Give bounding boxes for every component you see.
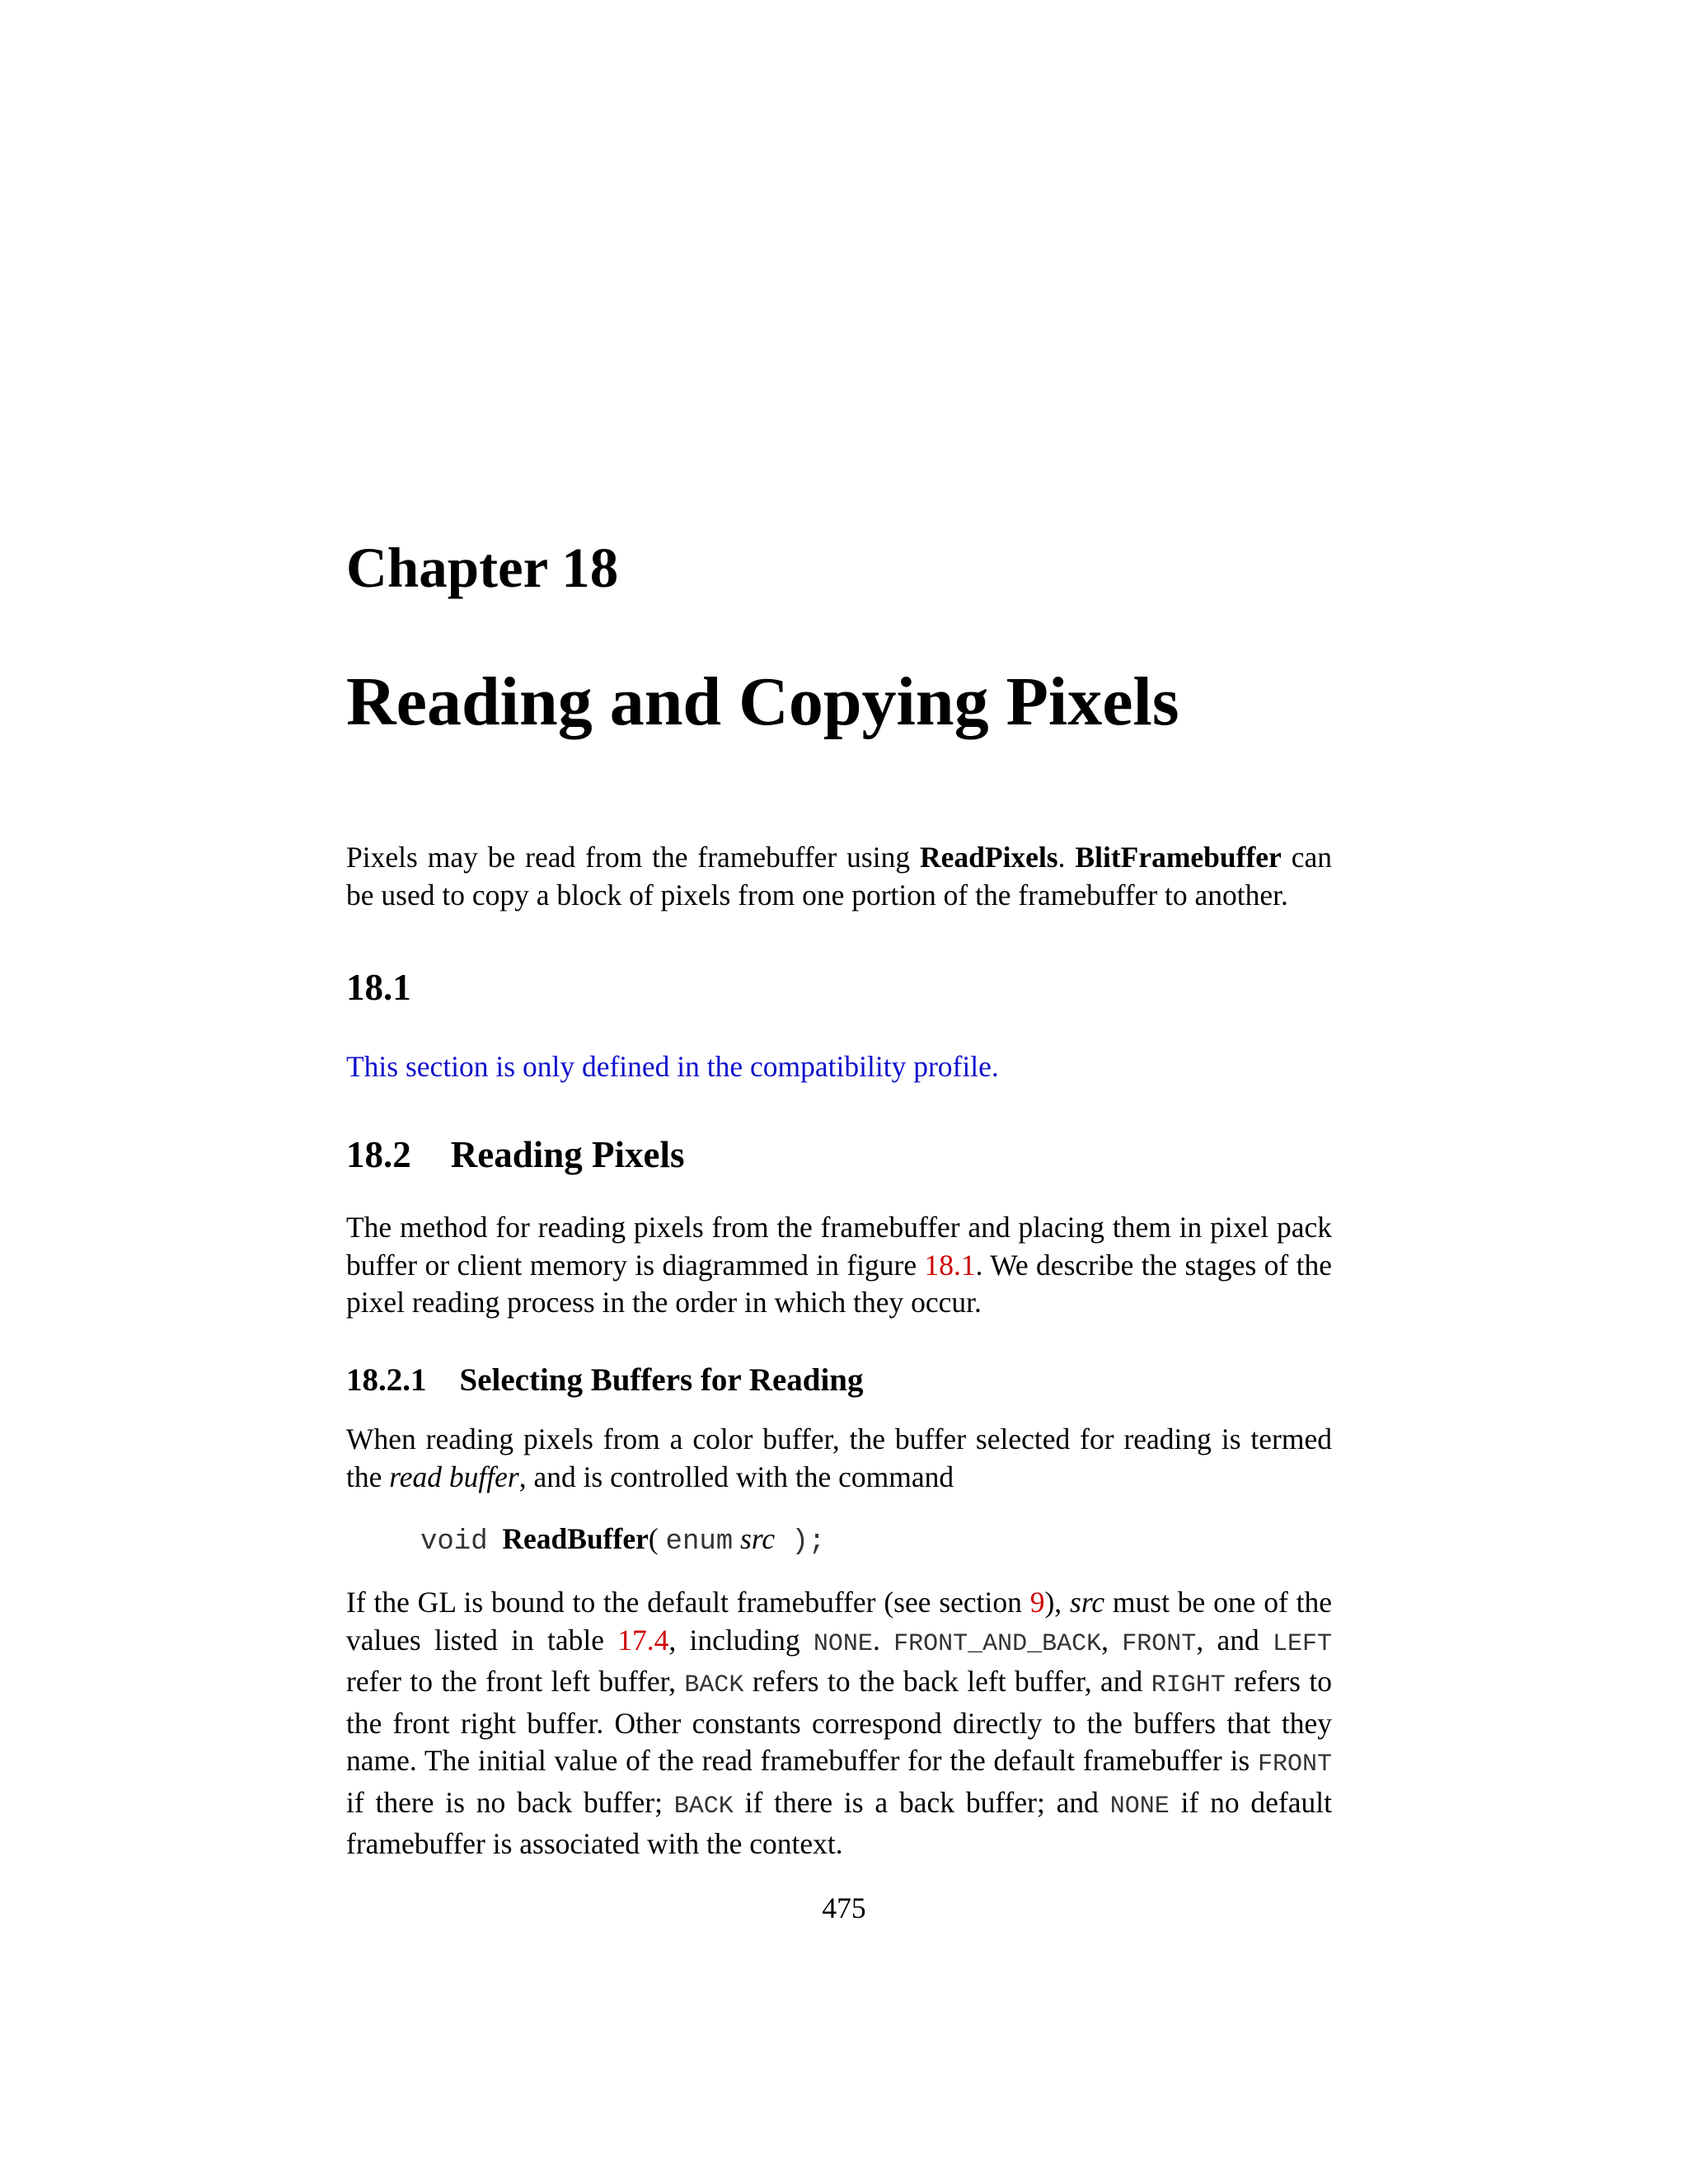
section-title: Reading Pixels: [450, 1134, 685, 1175]
subsection-number: 18.2.1: [346, 1362, 427, 1398]
section-ref-link[interactable]: 9: [1029, 1586, 1045, 1619]
term-read-buffer: read buffer: [389, 1460, 519, 1493]
section-18-1-heading: [346, 968, 411, 1009]
command-readpixels: ReadPixels: [920, 841, 1058, 874]
readbuffer-prototype: void ReadBuffer( enum src );: [420, 1522, 826, 1558]
intro-paragraph: Pixels may be read from the framebuffer using ReadPixels. BlitFramebuffer can be used to copy a block of pixels from one portion of the framebuffer to another.: [346, 841, 1332, 912]
chapter-title: Reading and Copying Pixels: [346, 663, 1179, 740]
section-18-2-paragraph: The method for reading pixels from the framebuffer and placing them in pixel pack buffer or client memory is diagrammed in figure 18.1. We describe the stages of the pixel reading process in the order in which they occur.: [346, 1211, 1332, 1319]
section-18-2-heading: [346, 1135, 685, 1176]
command-blitframebuffer: BlitFramebuffer: [1075, 841, 1282, 874]
src-values-paragraph: If the GL is bound to the default framebuffer (see section 9), src must be one of the values listed in table 17.4, including NONE. FRONT_AND_BACK, FRONT, and LEFT refer to the front left buffer, BACK refers to the back left buffer, and RIGHT refers to the front right buffer. Other constants correspond directly to the buffers that they name. The initial value of the read framebuffer for the default framebuffer is FRONT if there is no back buffer; BACK if there is a back buffer; and NONE if no default framebuffer is associated with the context.: [346, 1586, 1332, 1860]
table-ref-link[interactable]: 17.4: [617, 1623, 669, 1657]
figure-ref-link[interactable]: 18.1: [924, 1248, 976, 1282]
section-number: 18.2: [346, 1134, 411, 1175]
section-18-2-1-paragraph: When reading pixels from a color buffer, the buffer selected for reading is termed the read buffer, and is controlled with the command: [346, 1422, 1332, 1493]
section-number: 18.1: [346, 967, 411, 1008]
subsection-title: Selecting Buffers for Reading: [459, 1362, 864, 1398]
chapter-label: Chapter 18: [346, 537, 619, 599]
compatibility-note: This section is only defined in the compatibility profile.: [346, 1050, 999, 1083]
section-18-2-1-heading: [346, 1363, 863, 1399]
page-number: 475: [822, 1891, 866, 1924]
